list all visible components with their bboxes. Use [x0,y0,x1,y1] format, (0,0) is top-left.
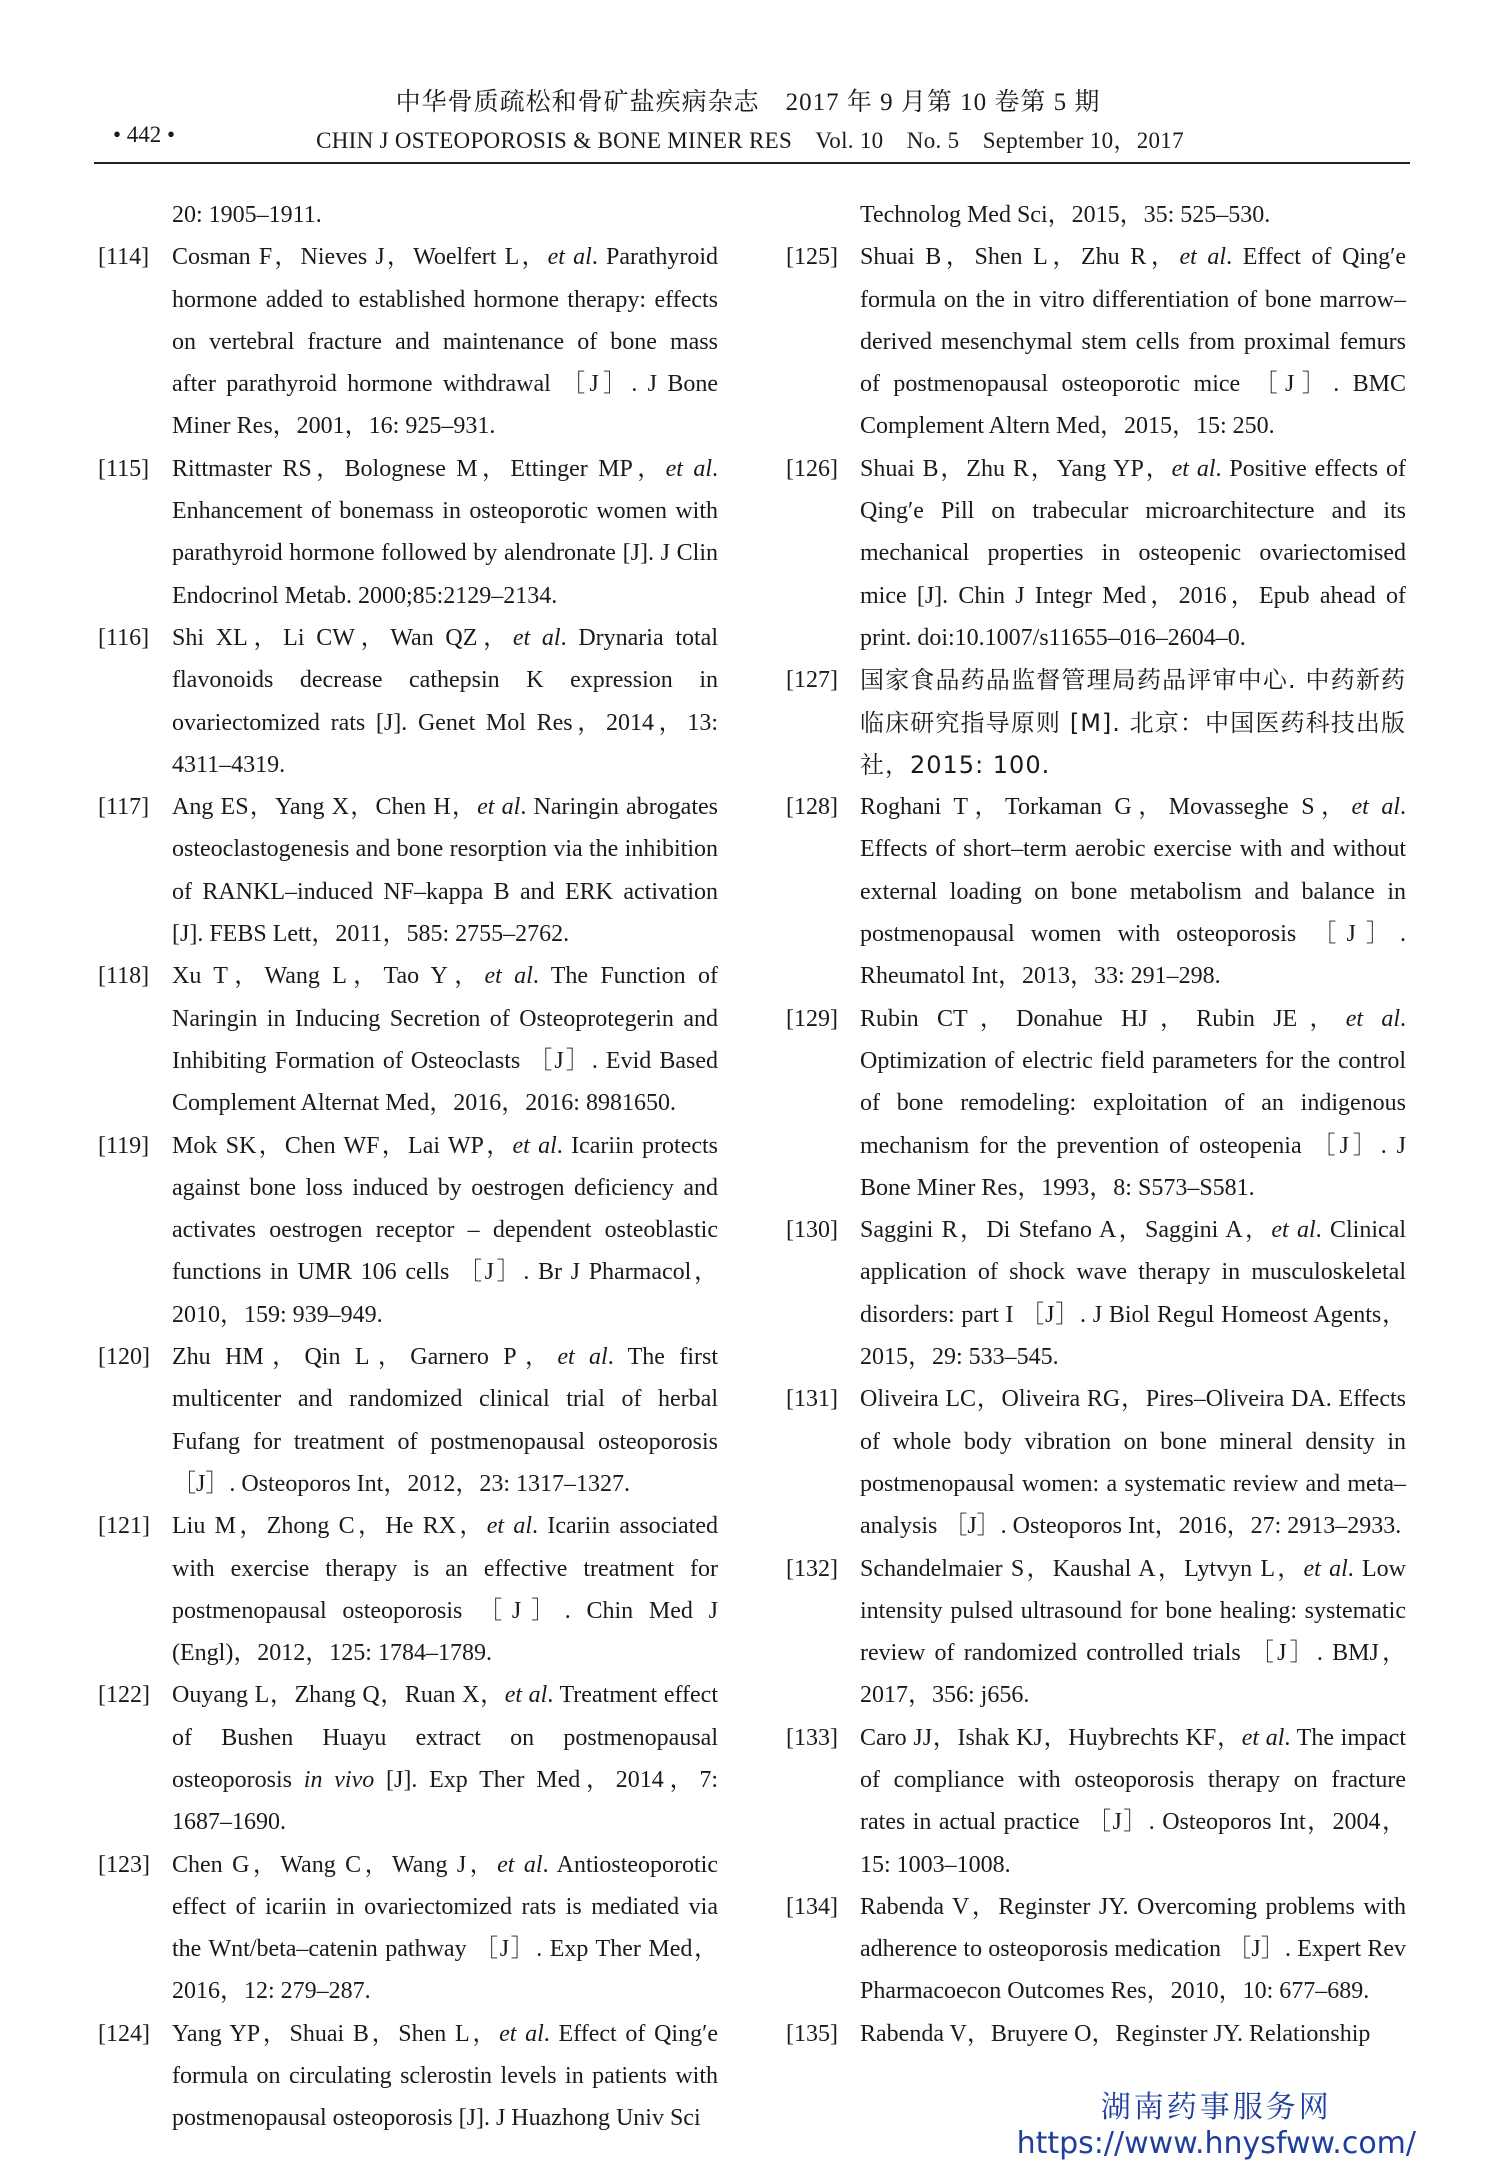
reference-number: [114] [98,244,150,271]
reference-number: [115] [98,455,150,482]
text-run: . Icariin protects against bone loss induced by oestrogen deficiency and activates oestrogen receptor – dependent osteoblastic functions in UMR 106 cells ［J］. Br J Pharmacol，2010，159: 939–949. [172,1132,718,1328]
reference-continuation [786,194,1406,236]
text-run: Zhu HM，Qin L，Garnero P， [172,1344,558,1371]
reference-entry [786,1886,1406,2013]
reference-entry [98,1125,718,1336]
text-run: . Effect of Qing′e formula on circulating sclerostin levels in patients with postmenopausal osteoporosis [J]. J Huazhong Univ Sci [172,2020,718,2132]
reference-entry [98,448,718,617]
italic-text: et al [1351,794,1400,821]
italic-text: et al [1241,1724,1285,1751]
italic-text: et al [512,624,561,651]
reference-text [860,1717,1406,1886]
italic-text: et al [504,1682,548,1709]
reference-text [172,1844,718,2013]
page-number: • 442 • [113,122,176,147]
reference-number: [117] [98,794,150,821]
text-run: Shuai B，Zhu R，Yang YP， [860,455,1172,482]
text-run: . Parathyroid hormone added to established hormone therapy: effects on vertebral fracture and maintenance of bone mass after parathyroid hormone withdrawal ［J］. J Bone Miner Res，2001，16: 925–931. [172,244,718,440]
reference-text [172,955,718,1124]
text-run: Technolog Med Sci，2015，35: 525–530. [860,202,1271,228]
reference-text [860,659,1406,786]
text-run: Rubin CT，Donahue HJ，Rubin JE， [860,1005,1346,1032]
text-run: Chen G，Wang C，Wang J， [172,1851,498,1878]
text-run: Saggini R，Di Stefano A，Saggini A， [860,1217,1272,1244]
reference-entry [786,1209,1406,1378]
text-run: Caro JJ，Ishak KJ，Huybrechts KF， [860,1724,1242,1751]
italic-text: in vivo [303,1766,375,1793]
text-run: Yang YP，Shuai B，Shen L， [172,2020,500,2047]
reference-text [860,786,1406,997]
italic-text: et al [497,1851,543,1878]
italic-text: et al [1303,1555,1348,1582]
reference-text [860,1548,1406,1717]
reference-number: [119] [98,1132,150,1159]
reference-number: [120] [98,1344,150,1371]
reference-text [860,2013,1406,2055]
text-run: . Effect of Qing′e formula on the in vitro differentiation of bone marrow–derived mesenchymal stem cells from proximal femurs of postmenopausal osteoporotic mice ［J］. BMC Complement Altern Med，2015，15: 250. [860,244,1406,440]
reference-text [172,236,718,447]
reference-entry [786,2013,1406,2055]
reference-text [860,236,1406,447]
reference-column-right [786,194,1406,2055]
reference-entry [98,1674,718,1843]
text-run: Ang ES，Yang X，Chen H， [172,794,478,821]
reference-number: [128] [786,794,838,821]
text-run: Mok SK，Chen WF，Lai WP， [172,1132,513,1159]
reference-number: [132] [786,1555,838,1582]
italic-text: et al [1171,455,1216,482]
italic-text: et al [499,2020,544,2047]
reference-entry [786,236,1406,447]
italic-text: et al [1179,244,1227,271]
italic-text: et al [557,1344,608,1371]
text-run: 国家食品药品监督管理局药品评审中心. 中药新药临床研究指导原则 [M]. 北京：中国医药科技出版社，2015: 100. [860,666,1406,779]
text-run: Cosman F，Nieves J，Woelfert L， [172,244,548,271]
reference-number: [118] [98,963,150,990]
reference-text [172,448,718,617]
reference-number: [122] [98,1682,150,1709]
reference-number: [121] [98,1513,150,1540]
reference-text [172,2013,718,2140]
reference-entry [98,2013,718,2140]
reference-text [860,998,1406,1209]
reference-entry [786,1717,1406,1886]
text-run: Ouyang L，Zhang Q，Ruan X， [172,1682,505,1709]
text-run: Liu M，Zhong C，He RX， [172,1513,487,1540]
text-run: . Treatment effect of Bushen Huayu extract on postmenopausal osteoporosis [172,1682,718,1793]
italic-text: et al [512,1132,557,1159]
text-run: Rabenda V，Bruyere O，Reginster JY. Relationship [860,2020,1371,2047]
reference-column-left [98,194,718,2140]
text-run: Rabenda V，Reginster JY. Overcoming problems with adherence to osteoporosis medication ［J］. Expert Rev Pharmacoecon Outcomes Res，2010，10: 677–689. [860,1893,1406,2005]
reference-number: [123] [98,1851,150,1878]
reference-text [172,1125,718,1336]
journal-title-chinese: 中华骨质疏松和骨矿盐疾病杂志 2017 年 9 月第 10 卷第 5 期 [395,89,1101,116]
italic-text: et al [486,1513,533,1540]
reference-text [172,1505,718,1674]
text-run: . Antiosteoporotic effect of icariin in ovariectomized rats is mediated via the Wnt/beta–catenin pathway ［J］. Exp Ther Med，2016，12: 279–287. [172,1851,718,2005]
text-run: . Positive effects of Qing′e Pill on trabecular microarchitecture and its mechanical properties in osteopenic ovariectomised mice [J]. Chin J Integr Med，2016，Epub ahead of print. doi:10.1007/s11655–016–2604–0. [860,455,1406,651]
reference-entry [98,1844,718,2013]
reference-number: [129] [786,1005,838,1032]
reference-number: [126] [786,455,838,482]
text-run: . The first multicenter and randomized clinical trial of herbal Fufang for treatment of postmenopausal osteoporosis ［J］. Osteoporos Int，2012，23: 1317–1327. [172,1344,718,1497]
text-run: . Drynaria total flavonoids decrease cathepsin K expression in ovariectomized rats [J]. Genet Mol Res，2014，13: 4311–4319. [172,624,718,778]
text-run: . The impact of compliance with osteoporosis therapy on fracture rates in actual practice ［J］. Osteoporos Int，2004，15: 1003–1008. [860,1724,1406,1878]
italic-text: et al [547,244,592,271]
text-run: . Optimization of electric field parameters for the control of bone remodeling: exploitation of an indigenous mechanism for the prevention of osteopenia ［J］. J Bone Miner Res，1993，8: S573–S581. [860,1005,1406,1201]
reference-entry [98,955,718,1124]
text-run: . Naringin abrogates osteoclastogenesis and bone resorption via the inhibition of RANKL–induced NF–kappa B and ERK activation [J]. FEBS Lett，2011，585: 2755–2762. [172,794,718,948]
site-watermark[interactable] [1017,2082,1416,2161]
reference-entry [98,236,718,447]
header-rule [94,162,1410,164]
reference-entry [786,786,1406,997]
italic-text: et al [477,794,521,821]
text-run: . Low intensity pulsed ultrasound for bone healing: systematic review of randomized controlled trials ［J］. BMJ，2017，356: j656. [860,1555,1406,1709]
text-run: [J]. Exp Ther Med，2014，7: 1687–1690. [172,1766,719,1836]
reference-text [172,1674,718,1843]
journal-title-english: CHIN J OSTEOPOROSIS & BONE MINER RES Vol. 10 No. 5 September 10，2017 [316,128,1184,153]
reference-text [172,786,718,955]
reference-entry [786,1548,1406,1717]
reference-number: [133] [786,1724,838,1751]
reference-number: [131] [786,1386,838,1413]
text-run: 20: 1905–1911. [172,202,322,228]
reference-number: [134] [786,1893,838,1920]
reference-continuation [98,194,718,236]
reference-number: [135] [786,2020,838,2047]
text-run: . Clinical application of shock wave therapy in musculoskeletal disorders: part I ［J］. J Biol Regul Homeost Agents，2015，29: 533–545. [860,1217,1406,1371]
reference-entry [98,617,718,786]
reference-number: [116] [98,624,150,651]
text-run: Roghani T，Torkaman G，Movasseghe S， [860,794,1352,821]
text-run: . Effects of short–term aerobic exercise with and without external loading on bone metabolism and balance in postmenopausal women with osteoporosis ［J］. Rheumatol Int，2013，33: 291–298. [860,794,1406,990]
reference-entry [786,659,1406,786]
reference-number: [125] [786,244,838,271]
reference-number: [127] [786,667,838,694]
reference-text [172,194,718,236]
reference-number: [130] [786,1217,838,1244]
watermark-site-name: 湖南药事服务网 [1100,2090,1332,2125]
italic-text: et al [1271,1217,1316,1244]
text-run: Rittmaster RS，Bolognese M，Ettinger MP， [172,455,666,482]
reference-text [860,448,1406,659]
reference-entry [786,998,1406,1209]
text-run: Schandelmaier S，Kaushal A，Lytvyn L， [860,1555,1304,1582]
text-run: . Enhancement of bonemass in osteoporotic women with parathyroid hormone followed by alendronate [J]. J Clin Endocrinol Metab. 2000;85:2129–2134. [172,455,718,609]
text-run: Shuai B，Shen L，Zhu R， [860,244,1180,271]
text-run: . The Function of Naringin in Inducing Secretion of Osteoprotegerin and Inhibiting Formation of Osteoclasts ［J］. Evid Based Complement Alternat Med，2016，2016: 8981650. [172,963,718,1117]
reference-entry [98,1505,718,1674]
italic-text: et al [1345,1005,1400,1032]
watermark-url-link[interactable]: https://www.hnysfww.com/ [1016,2126,1416,2161]
reference-text [172,617,718,786]
reference-entry [786,448,1406,659]
reference-text [860,1378,1406,1547]
text-run: Shi XL，Li CW，Wan QZ， [172,624,513,651]
page-header [0,0,1496,170]
text-run: . Icariin associated with exercise therapy is an effective treatment for postmenopausal osteoporosis ［J］. Chin Med J (Engl)，2012，125: 1784–1789. [172,1513,718,1667]
italic-text: et al [484,963,533,990]
text-run: Oliveira LC，Oliveira RG，Pires–Oliveira DA. Effects of whole body vibration on bone mineral density in postmenopausal women: a systematic review and meta–analysis ［J］. Osteoporos Int，2016，27: 2913–2933. [860,1386,1406,1540]
reference-number: [124] [98,2020,150,2047]
reference-text [172,1336,718,1505]
reference-text [860,194,1406,236]
reference-entry [98,786,718,955]
italic-text: et al [665,455,712,482]
reference-text [860,1886,1406,2013]
text-run: Xu T，Wang L，Tao Y， [172,963,485,990]
reference-entry [786,1378,1406,1547]
reference-entry [98,1336,718,1505]
reference-text [860,1209,1406,1378]
